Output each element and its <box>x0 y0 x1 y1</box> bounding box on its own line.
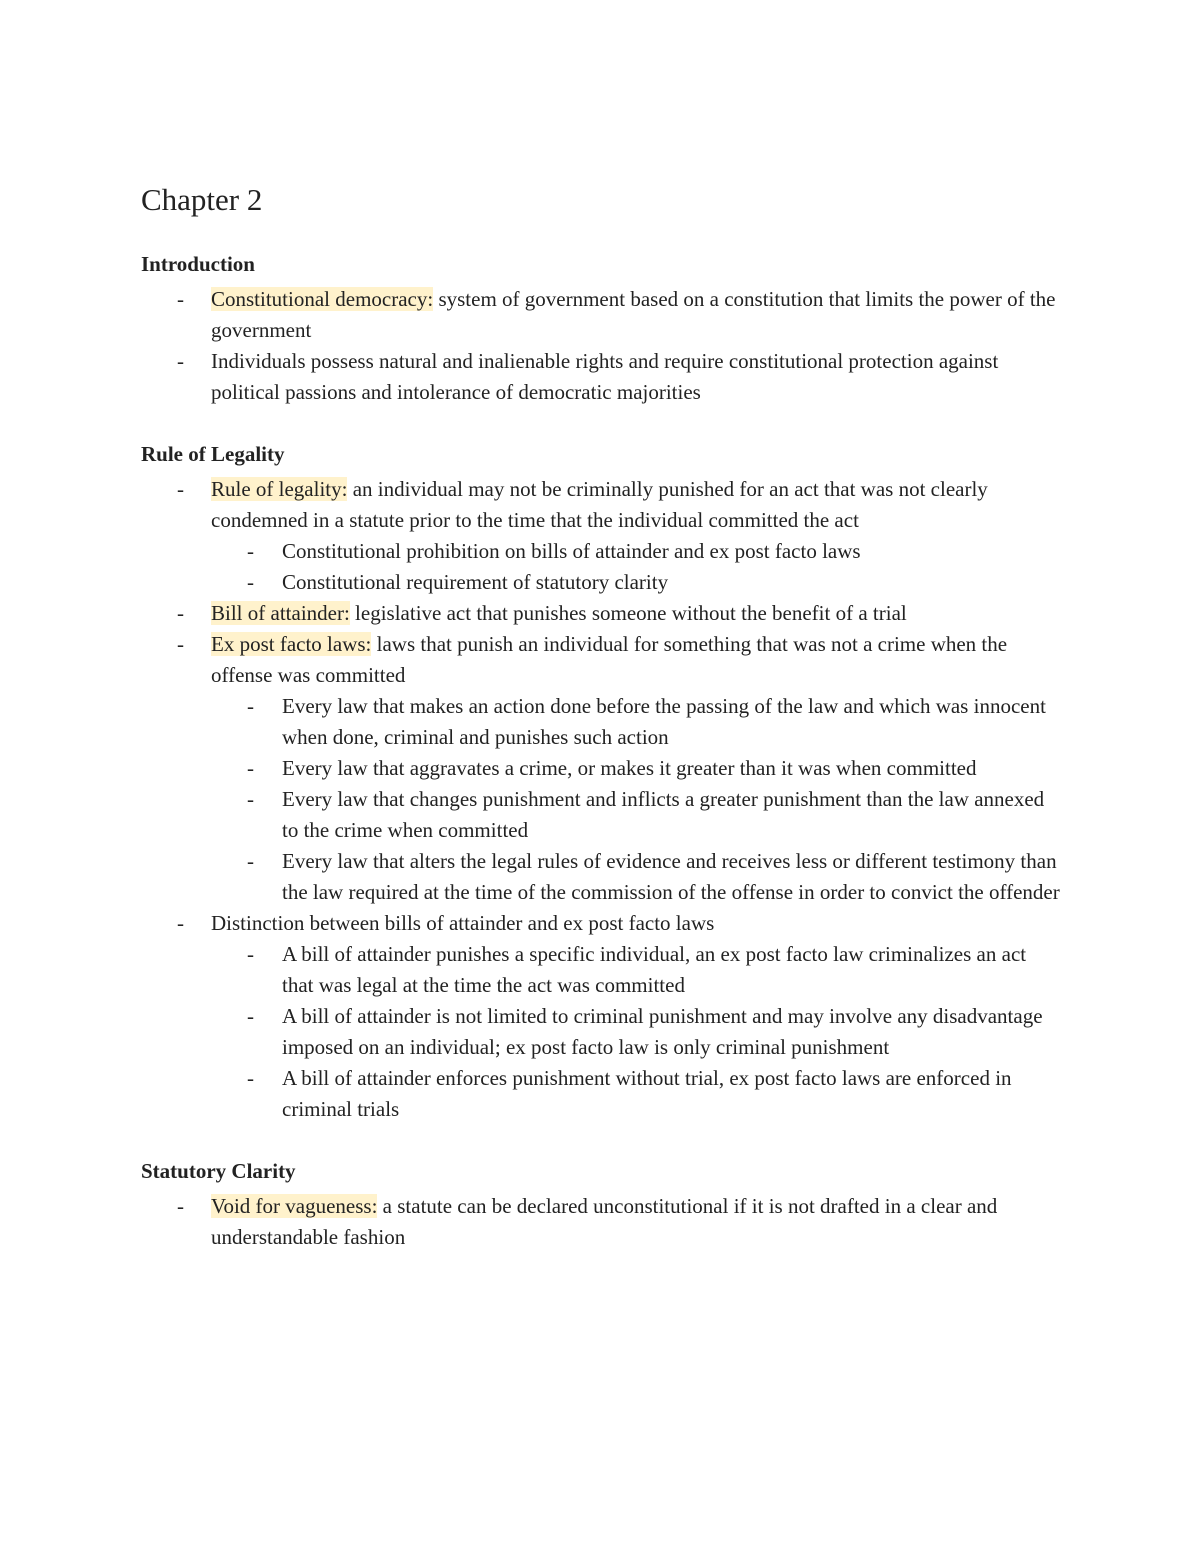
list-item <box>141 908 1061 939</box>
list-item <box>141 629 1061 691</box>
bullet-dash: - <box>177 911 184 935</box>
item-text: a statute can be declared unconstitutional if it is not drafted in a clear and understandable fashion <box>211 1194 998 1249</box>
section-rule-of-legality <box>141 440 1061 1125</box>
list-item <box>141 284 1061 346</box>
section-introduction <box>141 250 1061 408</box>
bullet-dash: - <box>247 756 254 780</box>
document-page <box>141 180 1061 1285</box>
highlighted-term: Bill of attainder: <box>211 601 350 625</box>
section-statutory-clarity <box>141 1157 1061 1253</box>
item-text: Every law that aggravates a crime, or makes it greater than it was when committed <box>282 756 977 780</box>
highlighted-term: Void for vagueness: <box>211 1194 378 1218</box>
list-item <box>141 346 1061 408</box>
list-item <box>141 474 1061 536</box>
sub-list-item <box>141 536 1061 567</box>
item-text: system of government based on a constitution that limits the power of the government <box>211 287 1056 342</box>
sub-list-item <box>141 846 1061 908</box>
bullet-dash: - <box>247 1066 254 1090</box>
list-item <box>141 598 1061 629</box>
item-text: Individuals possess natural and inalienable rights and require constitutional protection against political passions and intolerance of democratic majorities <box>211 349 999 404</box>
sub-list-item <box>141 691 1061 753</box>
bullet-dash: - <box>247 849 254 873</box>
section-heading: Rule of Legality <box>141 442 285 466</box>
item-text: Every law that alters the legal rules of evidence and receives less or different testimony than the law required at the time of the commission of the offense in order to convict the offender <box>282 849 1060 904</box>
bullet-dash: - <box>247 539 254 563</box>
list-item <box>141 1191 1061 1253</box>
item-text: Every law that makes an action done before the passing of the law and which was innocent when done, criminal and punishes such action <box>282 694 1046 749</box>
highlighted-term: Ex post facto laws: <box>211 632 372 656</box>
bullet-dash: - <box>177 287 184 311</box>
section-heading: Introduction <box>141 252 255 276</box>
bullet-dash: - <box>247 1004 254 1028</box>
sub-list-item <box>141 1001 1061 1063</box>
highlighted-term: Constitutional democracy: <box>211 287 434 311</box>
item-text: A bill of attainder is not limited to criminal punishment and may involve any disadvantage imposed on an individual; ex post facto law is only criminal punishment <box>282 1004 1043 1059</box>
bullet-dash: - <box>177 1194 184 1218</box>
bullet-dash: - <box>177 349 184 373</box>
bullet-dash: - <box>247 787 254 811</box>
item-text: Constitutional requirement of statutory clarity <box>282 570 669 594</box>
item-text: Constitutional prohibition on bills of attainder and ex post facto laws <box>282 539 861 563</box>
item-text: Distinction between bills of attainder and ex post facto laws <box>211 911 715 935</box>
section-heading: Statutory Clarity <box>141 1159 296 1183</box>
item-text: an individual may not be criminally punished for an act that was not clearly condemned in a statute prior to the time that the individual committed the act <box>211 477 988 532</box>
item-text: legislative act that punishes someone without the benefit of a trial <box>349 601 907 625</box>
item-text: laws that punish an individual for something that was not a crime when the offense was committed <box>211 632 1008 687</box>
sub-list-item <box>141 753 1061 784</box>
bullet-dash: - <box>247 942 254 966</box>
highlighted-term: Rule of legality: <box>211 477 348 501</box>
bullet-dash: - <box>177 601 184 625</box>
bullet-dash: - <box>247 694 254 718</box>
item-text: A bill of attainder enforces punishment without trial, ex post facto laws are enforced in criminal trials <box>282 1066 1012 1121</box>
bullet-dash: - <box>177 477 184 501</box>
sub-list-item <box>141 784 1061 846</box>
bullet-dash: - <box>247 570 254 594</box>
item-text: A bill of attainder punishes a specific individual, an ex post facto law criminalizes an act that was legal at the time the act was committed <box>282 942 1027 997</box>
bullet-dash: - <box>177 632 184 656</box>
sub-list-item <box>141 1063 1061 1125</box>
page-title: Chapter 2 <box>141 182 263 217</box>
sub-list-item <box>141 939 1061 1001</box>
sub-list-item <box>141 567 1061 598</box>
item-text: Every law that changes punishment and inflicts a greater punishment than the law annexed to the crime when committed <box>282 787 1045 842</box>
